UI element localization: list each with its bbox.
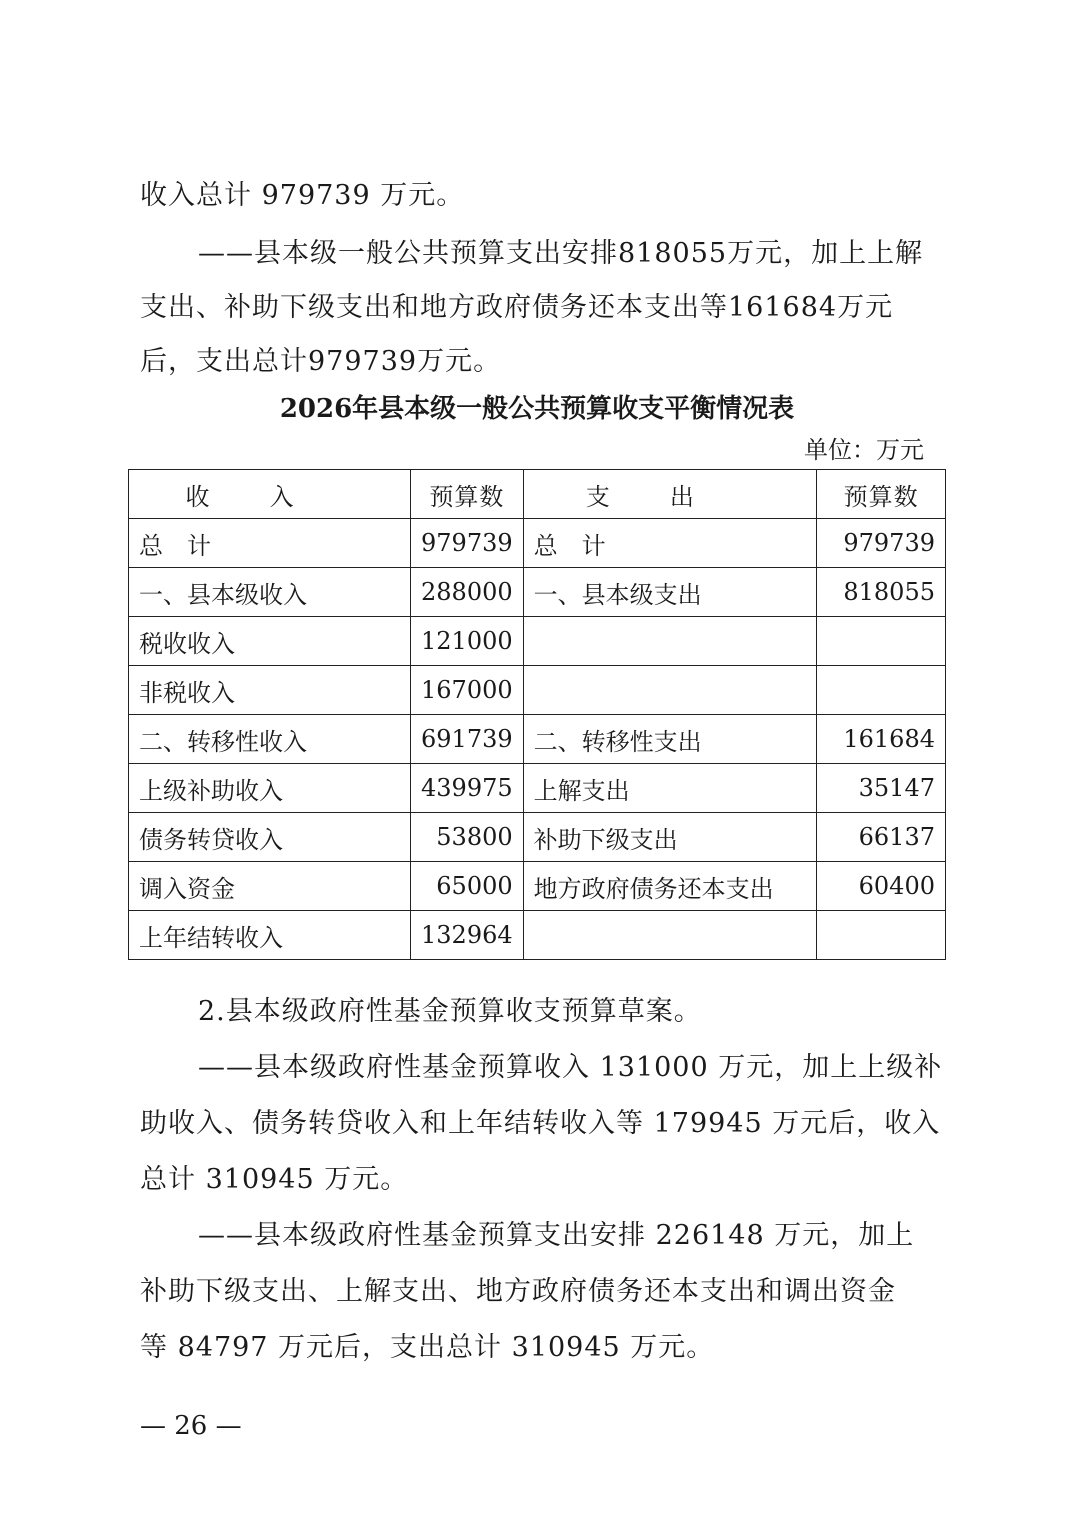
- table-row: [129, 862, 946, 911]
- paragraph-line: 后，支出总计979739万元。: [140, 346, 502, 377]
- table-unit: 单位：万元: [804, 436, 924, 464]
- income-cell: 总 计: [129, 519, 411, 568]
- income-cell: 二、转移性收入: [129, 715, 411, 764]
- expense-cell: 补助下级支出: [523, 813, 817, 862]
- paragraph-line: 补助下级支出、上解支出、地方政府债务还本支出和调出资金: [140, 1276, 896, 1307]
- expense-cell: [523, 666, 817, 715]
- header-income: 收入: [129, 470, 411, 519]
- income-amount-cell: 65000: [411, 862, 524, 911]
- paragraph-line: 总计 310945 万元。: [140, 1164, 409, 1195]
- income-cell: 税收收入: [129, 617, 411, 666]
- expense-cell: [523, 911, 817, 960]
- table-row: [129, 568, 946, 617]
- expense-amount-cell: [817, 666, 946, 715]
- table-row: [129, 911, 946, 960]
- income-amount-cell: 53800: [411, 813, 524, 862]
- expense-amount-cell: [817, 617, 946, 666]
- expense-amount-cell: 818055: [817, 568, 946, 617]
- page-number: — 26 —: [140, 1411, 242, 1441]
- paragraph-line: 2.县本级政府性基金预算收支预算草案。: [198, 996, 702, 1027]
- header-expense: 支出: [523, 470, 817, 519]
- expense-cell: [523, 617, 817, 666]
- income-amount-cell: 979739: [411, 519, 524, 568]
- income-amount-cell: 132964: [411, 911, 524, 960]
- table-row: [129, 666, 946, 715]
- table-row: [129, 715, 946, 764]
- income-cell: 非税收入: [129, 666, 411, 715]
- expense-amount-cell: 979739: [817, 519, 946, 568]
- income-amount-cell: 167000: [411, 666, 524, 715]
- expense-cell: 地方政府债务还本支出: [523, 862, 817, 911]
- expense-cell: 上解支出: [523, 764, 817, 813]
- income-cell: 一、县本级收入: [129, 568, 411, 617]
- income-cell: 上级补助收入: [129, 764, 411, 813]
- paragraph-line: 等 84797 万元后，支出总计 310945 万元。: [140, 1332, 715, 1363]
- expense-cell: 总 计: [523, 519, 817, 568]
- budget-table: [128, 469, 946, 960]
- income-amount-cell: 439975: [411, 764, 524, 813]
- expense-cell: 一、县本级支出: [523, 568, 817, 617]
- table-row: [129, 764, 946, 813]
- paragraph-line: 助收入、债务转贷收入和上年结转收入等 179945 万元后，收入: [140, 1108, 941, 1139]
- table-header-row: [129, 470, 946, 519]
- table-row: [129, 813, 946, 862]
- income-cell: 调入资金: [129, 862, 411, 911]
- expense-amount-cell: 66137: [817, 813, 946, 862]
- income-amount-cell: 121000: [411, 617, 524, 666]
- income-amount-cell: 288000: [411, 568, 524, 617]
- table-title: 2026年县本级一般公共预算收支平衡情况表: [279, 394, 795, 424]
- header-expense-amount: 预算数: [817, 470, 946, 519]
- income-amount-cell: 691739: [411, 715, 524, 764]
- paragraph-line: 支出、补助下级支出和地方政府债务还本支出等161684万元: [140, 292, 894, 323]
- paragraph-line: ——县本级政府性基金预算支出安排 226148 万元，加上: [198, 1220, 915, 1251]
- header-income-amount: 预算数: [411, 470, 524, 519]
- expense-amount-cell: 60400: [817, 862, 946, 911]
- income-cell: 上年结转收入: [129, 911, 411, 960]
- paragraph-line: 收入总计 979739 万元。: [140, 180, 465, 211]
- income-cell: 债务转贷收入: [129, 813, 411, 862]
- table-row: [129, 617, 946, 666]
- paragraph-line: ——县本级政府性基金预算收入 131000 万元，加上上级补: [198, 1052, 943, 1083]
- paragraph-line: ——县本级一般公共预算支出安排818055万元，加上上解: [198, 238, 924, 269]
- expense-amount-cell: [817, 911, 946, 960]
- expense-amount-cell: 161684: [817, 715, 946, 764]
- table-row: [129, 519, 946, 568]
- expense-amount-cell: 35147: [817, 764, 946, 813]
- expense-cell: 二、转移性支出: [523, 715, 817, 764]
